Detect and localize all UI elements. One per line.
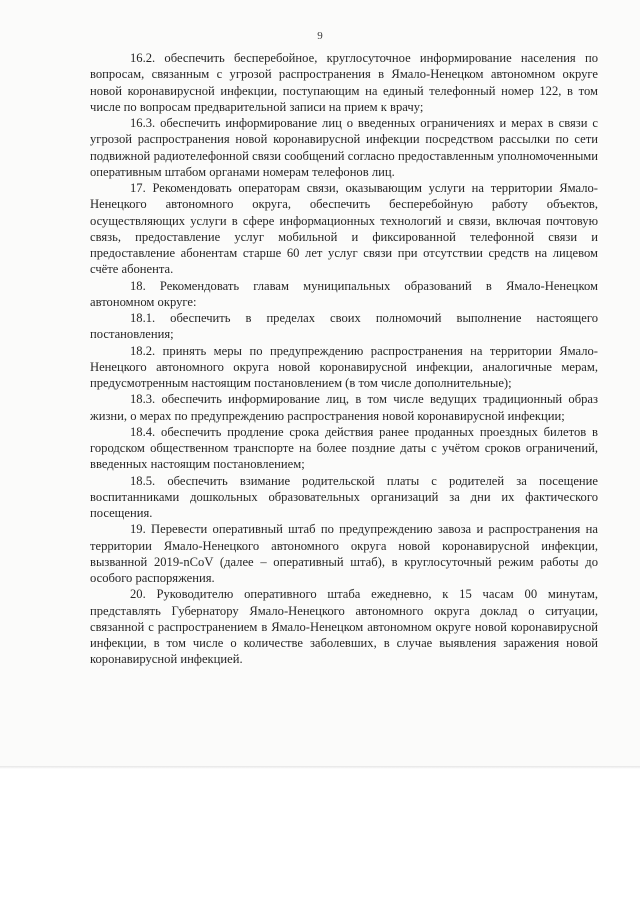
sheet-edge: [0, 766, 640, 769]
paragraph-16-2: 16.2. обеспечить бесперебойное, круглосуточное информирование населения по вопросам, связанным с угрозой распространения в Ямало-Ненецком автономном округе новой коронавирусной инфекции, поступающим на единый телефонный номер 122, в том числе по вопросам предварительной записи на прием к врачу;: [90, 51, 598, 114]
document-body: [90, 50, 598, 668]
page-number: 9: [317, 30, 323, 42]
paragraph-16-3: 16.3. обеспечить информирование лиц о введенных ограничениях и мерах в связи с угрозой распространения новой коронавирусной инфекции посредством рассылки по сети подвижной радиотелефонной связи сообщений согласно предоставленным уполномоченными оперативным штабом органами номерам телефонов лиц.: [90, 116, 598, 179]
paragraph-18-2: 18.2. принять меры по предупреждению распространения на территории Ямало-Ненецкого автономного округа новой коронавирусной инфекции, аналогичные мерам, предусмотренным настоящим постановлением (в том числе дополнительные);: [90, 343, 598, 390]
paragraph-18-3: 18.3. обеспечить информирование лиц, в том числе ведущих традиционный образ жизни, о мерах по предупреждению распространения новой коронавирусной инфекции;: [90, 392, 598, 423]
paragraph-20: 20. Руководителю оперативного штаба ежедневно, к 15 часам 00 минутам, представлять Губернатору Ямало-Ненецкого автономного округа доклад о ситуации, связанной с распространением в Ямало-Ненецком автономном округе новой коронавирусной инфекции, в том числе о количестве заболевших, в случае выявления заражения новой коронавирусной инфекцией.: [90, 587, 598, 667]
paragraph-18: 18. Рекомендовать главам муниципальных образований в Ямало-Ненецком автономном округе:: [90, 278, 598, 309]
paragraph-18-1: 18.1. обеспечить в пределах своих полномочий выполнение настоящего постановления;: [90, 311, 598, 342]
paragraph-17: 17. Рекомендовать операторам связи, оказывающим услуги на территории Ямало-Ненецкого автономного округа, обеспечить бесперебойную работу объектов, осуществляющих услуги в сфере информационных технологий и связи, включая почтовую связь, предоставление услуг мобильной и фиксированной телефонной связи и предоставление абонентам старше 60 лет услуг связи при отсутствии средств на лицевом счёте абонента.: [90, 181, 598, 277]
paragraph-18-4: 18.4. обеспечить продление срока действия ранее проданных проездных билетов в городском общественном транспорте на более поздние даты с учётом сроков ограничений, введенных настоящим постановлением;: [90, 424, 598, 472]
paragraph-18-5: 18.5. обеспечить взимание родительской платы с родителей за посещение воспитанниками дошкольных образовательных организаций за дни их фактического посещения.: [90, 473, 598, 520]
paragraph-19: 19. Перевести оперативный штаб по предупреждению завоза и распространения на территории Ямало-Ненецкого автономного округа новой коронавирусной инфекции, вызванной 2019-nCoV (далее – оперативный штаб), в круглосуточный режим работы до особого распоряжения.: [90, 522, 598, 585]
